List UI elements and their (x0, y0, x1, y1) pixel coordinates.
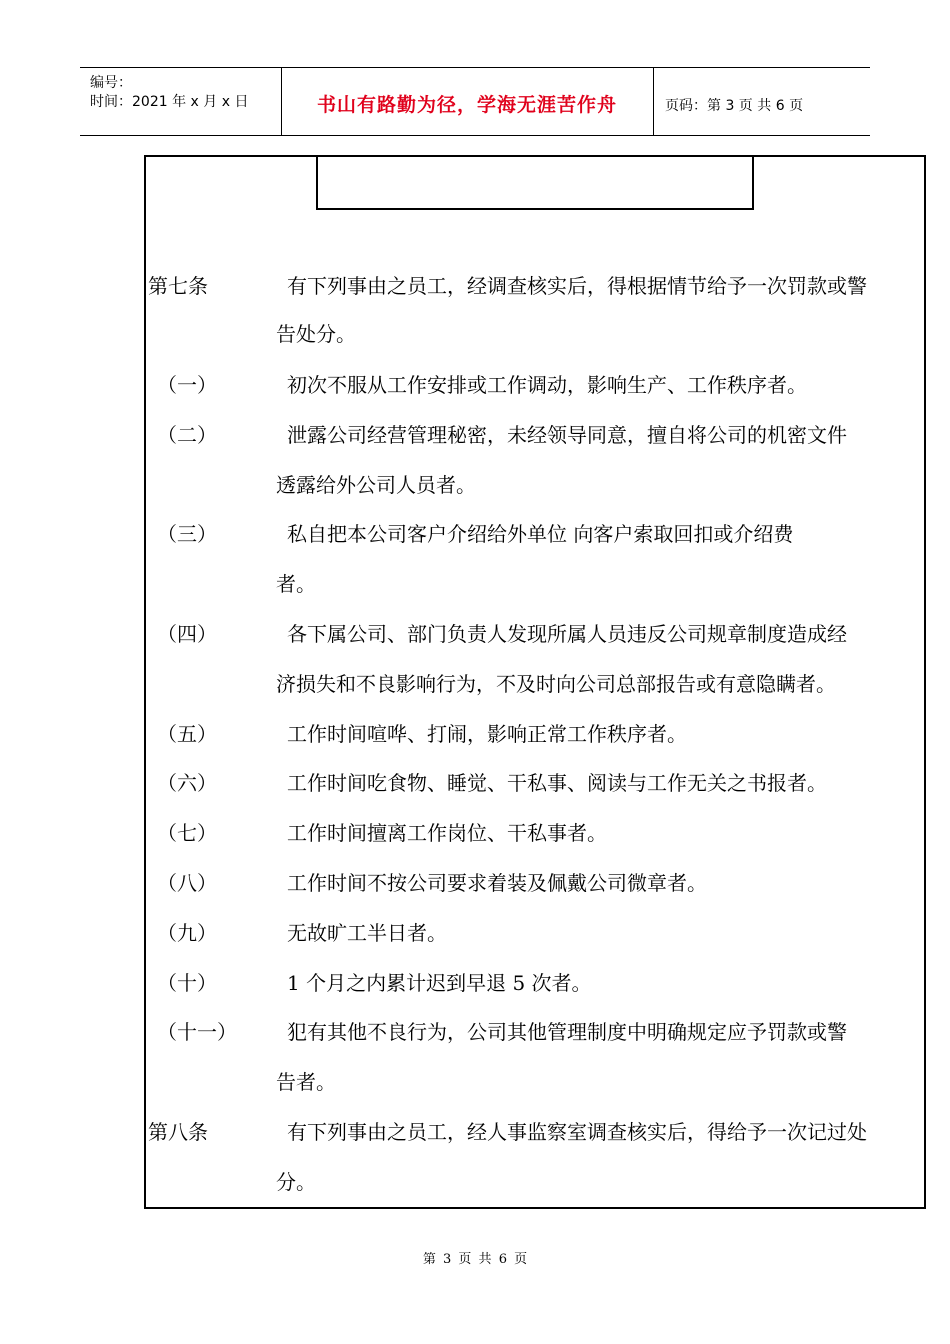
item-3-text-cont: 者。 (276, 572, 316, 596)
document-date: 时间：2021 年 x 月 x 日 (90, 94, 249, 110)
item-2-label: （二） (157, 423, 217, 447)
article-8-text: 有下列事由之员工，经人事监察室调查核实后，得给予一次记过处 (287, 1120, 867, 1144)
item-6-text: 工作时间吃食物、睡觉、干私事、阅读与工作无关之书报者。 (287, 771, 827, 795)
article-7-label: 第七条 (148, 274, 208, 298)
item-11-text-cont: 告者。 (276, 1070, 336, 1094)
article-7-text: 有下列事由之员工，经调查核实后，得根据情节给予一次罚款或警 (287, 274, 867, 298)
article-8-label: 第八条 (148, 1120, 208, 1144)
header-top-rule (80, 67, 870, 68)
item-4-text-cont: 济损失和不良影响行为，不及时向公司总部报告或有意隐瞒者。 (276, 672, 836, 696)
item-5-text: 工作时间喧哗、打闹，影响正常工作秩序者。 (287, 722, 687, 746)
item-9-text: 无故旷工半日者。 (287, 921, 447, 945)
item-8-text: 工作时间不按公司要求着装及佩戴公司微章者。 (287, 871, 707, 895)
item-8-label: （八） (157, 871, 217, 895)
item-10-label: （十） (157, 971, 217, 995)
article-7-text-cont: 告处分。 (276, 322, 356, 346)
item-11-label: （十一） (157, 1020, 237, 1044)
item-6-label: （六） (157, 771, 217, 795)
header-bottom-rule (80, 135, 870, 136)
item-9-label: （九） (157, 921, 217, 945)
inner-table-box (316, 155, 754, 210)
item-4-label: （四） (157, 622, 217, 646)
item-10-text: 1 个月之内累计迟到早退 5 次者。 (287, 971, 592, 995)
item-7-text: 工作时间擅离工作岗位、干私事者。 (287, 821, 607, 845)
item-1-text: 初次不服从工作安排或工作调动，影响生产、工作秩序者。 (287, 373, 807, 397)
item-2-text-cont: 透露给外公司人员者。 (276, 473, 476, 497)
article-8-text-cont: 分。 (276, 1170, 316, 1194)
item-2-text: 泄露公司经营管理秘密，未经领导同意，擅自将公司的机密文件 (287, 423, 847, 447)
header-divider (653, 67, 654, 135)
item-5-label: （五） (157, 722, 217, 746)
item-7-label: （七） (157, 821, 217, 845)
item-1-label: （一） (157, 373, 217, 397)
page-footer: 第 3 页 共 6 页 (422, 1252, 528, 1267)
document-number: 编号： (90, 75, 132, 91)
header-motto: 书山有路勤为径，学海无涯苦作舟 (316, 94, 617, 116)
item-4-text: 各下属公司、部门负责人发现所属人员违反公司规章制度造成经 (287, 622, 847, 646)
item-3-text: 私自把本公司客户介绍给外单位 向客户索取回扣或介绍费 (287, 522, 794, 546)
item-11-text: 犯有其他不良行为，公司其他管理制度中明确规定应予罚款或警 (287, 1020, 847, 1044)
item-3-label: （三） (157, 522, 217, 546)
header-page-number: 页码：第 3 页 共 6 页 (665, 98, 804, 114)
